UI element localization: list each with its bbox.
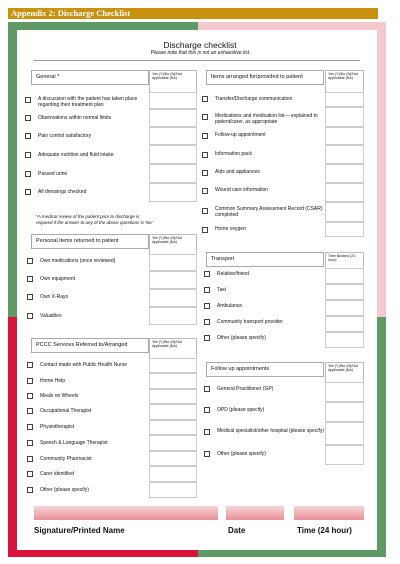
transport-item-2: Taxi <box>217 287 226 293</box>
personal-heading: Personal items returned to patient <box>31 234 149 249</box>
transport-item-1: Relative/friend <box>217 271 249 277</box>
general-checkbox-6[interactable] <box>25 189 31 195</box>
personal-answer-4[interactable] <box>149 307 197 325</box>
transport-checkbox-2[interactable] <box>204 287 210 293</box>
arranged-checkbox-1[interactable] <box>202 96 208 102</box>
arranged-checkbox-3[interactable] <box>202 133 208 139</box>
followup-checkbox-3[interactable] <box>204 429 210 435</box>
transport-checkbox-5[interactable] <box>204 335 210 341</box>
personal-item-4: Valuables <box>40 313 62 319</box>
arranged-checkbox-8[interactable] <box>202 227 208 233</box>
followup-item-4: Other (please specify) <box>217 451 266 457</box>
pccc-item-3: Meals on Wheels <box>40 393 79 399</box>
appendix-header: Appendix 2: Discharge Checklist <box>8 8 378 19</box>
arranged-answer-7[interactable] <box>325 202 364 222</box>
general-col-header: Yes (Y)/No (N)/Not Applicable (NA) <box>149 70 197 92</box>
title-divider <box>34 60 360 61</box>
arranged-answer-4[interactable] <box>325 145 364 164</box>
personal-item-3: Own X-Rays <box>40 294 69 300</box>
pccc-answer-5[interactable] <box>149 420 197 435</box>
general-checkbox-1[interactable] <box>25 97 31 103</box>
personal-checkbox-4[interactable] <box>27 313 33 319</box>
followup-answer-1[interactable] <box>325 382 364 402</box>
pccc-checkbox-6[interactable] <box>27 440 33 446</box>
pccc-item-8: Carer identified <box>40 471 74 477</box>
pccc-item-6: Speech & Language Therapist <box>40 440 108 446</box>
form-subtitle: Please note that this is not an exhaustive list <box>150 50 250 56</box>
pccc-item-4: Occupational Therapist <box>40 408 92 414</box>
general-checkbox-4[interactable] <box>25 152 31 158</box>
form-title: Discharge checklist <box>163 40 237 50</box>
arranged-item-7: Common Summary Assessment Record (CSAR) completed <box>215 206 323 218</box>
personal-checkbox-1[interactable] <box>27 258 33 264</box>
followup-checkbox-4[interactable] <box>204 451 210 457</box>
pccc-answer-4[interactable] <box>149 404 197 420</box>
arranged-col-header: Yes (Y)/No (N)/Not Applicable (NA) <box>325 70 364 92</box>
general-item-6: All dressings checked <box>38 189 87 195</box>
personal-item-2: Own equipment <box>40 276 76 282</box>
transport-checkbox-4[interactable] <box>204 319 210 325</box>
general-item-4: Adequate nutrition and fluid intake <box>38 152 114 158</box>
time-label: Time (24 hour) <box>297 526 352 535</box>
followup-checkbox-1[interactable] <box>204 386 210 392</box>
pccc-answer-7[interactable] <box>149 451 197 466</box>
pccc-checkbox-2[interactable] <box>27 378 33 384</box>
arranged-answer-1[interactable] <box>325 92 364 107</box>
pccc-answer-9[interactable] <box>149 482 197 498</box>
arranged-checkbox-2[interactable] <box>202 114 208 120</box>
general-checkbox-5[interactable] <box>25 171 31 177</box>
arranged-checkbox-4[interactable] <box>202 152 208 158</box>
pccc-item-7: Community Pharmacist <box>40 456 92 462</box>
time-field[interactable] <box>294 506 364 520</box>
general-answer-1[interactable] <box>149 92 197 109</box>
transport-time-4[interactable] <box>325 316 364 332</box>
pccc-answer-6[interactable] <box>149 435 197 451</box>
personal-answer-2[interactable] <box>149 271 197 289</box>
followup-item-1: General Practitioner (GP) <box>217 386 274 392</box>
pccc-col-header: Yes (Y)/No (N)/Not Applicable (NA) <box>149 338 197 358</box>
pccc-checkbox-9[interactable] <box>27 487 33 493</box>
followup-answer-3[interactable] <box>325 422 364 445</box>
arranged-heading: Items arranged for/provided to patient <box>206 70 324 85</box>
arranged-item-1: Transfer/Discharge communication <box>215 96 293 102</box>
pccc-item-1: Contact made with Public Health Nurse <box>40 362 127 368</box>
personal-checkbox-2[interactable] <box>27 276 33 282</box>
arranged-item-8: Home oxygen <box>215 226 246 232</box>
followup-item-2: OPD (please specify) <box>217 407 265 413</box>
signature-label: Signature/Printed Name <box>34 526 125 535</box>
pccc-item-2: Home Help <box>40 378 66 384</box>
arranged-answer-5[interactable] <box>325 164 364 183</box>
general-heading: General * <box>31 70 149 85</box>
general-answer-6[interactable] <box>149 183 197 202</box>
signature-field[interactable] <box>34 506 218 520</box>
arranged-answer-6[interactable] <box>325 183 364 202</box>
personal-item-1: Own medications (once reviewed) <box>40 258 116 264</box>
transport-checkbox-1[interactable] <box>204 271 210 277</box>
personal-checkbox-3[interactable] <box>27 294 33 300</box>
pccc-checkbox-4[interactable] <box>27 408 33 414</box>
arranged-item-5: Aids and appliances <box>215 169 260 175</box>
date-field[interactable] <box>226 506 284 520</box>
pccc-answer-8[interactable] <box>149 466 197 482</box>
arranged-item-4: Information pack <box>215 151 252 157</box>
arranged-answer-3[interactable] <box>325 127 364 145</box>
pccc-checkbox-5[interactable] <box>27 424 33 430</box>
pccc-heading: PCCC Services Referred to/Arranged <box>31 338 149 353</box>
transport-item-4: Community transport provider <box>217 319 283 325</box>
followup-heading: Follow up appointments <box>206 362 324 377</box>
arranged-checkbox-7[interactable] <box>202 208 208 214</box>
pccc-checkbox-8[interactable] <box>27 471 33 477</box>
personal-col-header: Yes (Y)/No (N)/Not Applicable (NA) <box>149 234 197 254</box>
transport-item-5: Other (please specify) <box>217 335 266 341</box>
pccc-item-9: Other (please specify) <box>40 487 89 493</box>
pccc-checkbox-3[interactable] <box>27 393 33 399</box>
personal-answer-1[interactable] <box>149 254 197 271</box>
followup-col-header: Yes (Y)/No (N)/Not Applicable (NA) <box>325 362 364 382</box>
arranged-item-6: Wound care information <box>215 187 268 193</box>
pccc-answer-3[interactable] <box>149 389 197 404</box>
arranged-answer-2[interactable] <box>325 107 364 127</box>
transport-col-header: Time Booked (24 hour) <box>325 252 364 268</box>
arranged-item-2: Medications and medication list— explained to patient/carer, as appropriate <box>215 113 318 125</box>
arranged-item-3: Follow-up appointment <box>215 132 266 138</box>
arranged-checkbox-6[interactable] <box>202 188 208 194</box>
pccc-item-5: Physiotherapist <box>40 424 75 430</box>
transport-time-2[interactable] <box>325 284 364 300</box>
transport-time-5[interactable] <box>325 332 364 348</box>
transport-checkbox-3[interactable] <box>204 303 210 309</box>
general-checkbox-3[interactable] <box>25 133 31 139</box>
general-footnote: *A medical review of the patient prior to discharge is required if the answer to any of the above questions is 'No' <box>36 214 153 225</box>
transport-time-3[interactable] <box>325 300 364 316</box>
arranged-answer-8[interactable] <box>325 222 364 237</box>
followup-answer-2[interactable] <box>325 402 364 422</box>
followup-checkbox-2[interactable] <box>204 407 210 413</box>
transport-heading: Transport <box>206 252 324 267</box>
pccc-checkbox-7[interactable] <box>27 456 33 462</box>
followup-item-3: Medical specialist/other hospital (please specify) <box>217 428 324 434</box>
general-item-3: Pain control satisfactory <box>38 133 92 139</box>
general-item-1: A discussion with the patient has taken place regarding their treatment plan <box>38 96 138 108</box>
transport-item-3: Ambulance <box>217 303 243 309</box>
date-label: Date <box>228 526 246 535</box>
pccc-answer-2[interactable] <box>149 373 197 389</box>
personal-answer-3[interactable] <box>149 289 197 307</box>
transport-time-1[interactable] <box>325 268 364 284</box>
pccc-checkbox-1[interactable] <box>27 362 33 368</box>
general-answer-2[interactable] <box>149 109 197 127</box>
pccc-answer-1[interactable] <box>149 358 197 373</box>
followup-answer-4[interactable] <box>325 445 364 465</box>
general-answer-3[interactable] <box>149 127 197 145</box>
general-answer-4[interactable] <box>149 145 197 164</box>
general-item-2: Observations within normal limits <box>38 115 112 121</box>
general-item-5: Passed urine <box>38 171 68 177</box>
general-checkbox-2[interactable] <box>25 115 31 121</box>
general-answer-5[interactable] <box>149 164 197 183</box>
arranged-checkbox-5[interactable] <box>202 170 208 176</box>
